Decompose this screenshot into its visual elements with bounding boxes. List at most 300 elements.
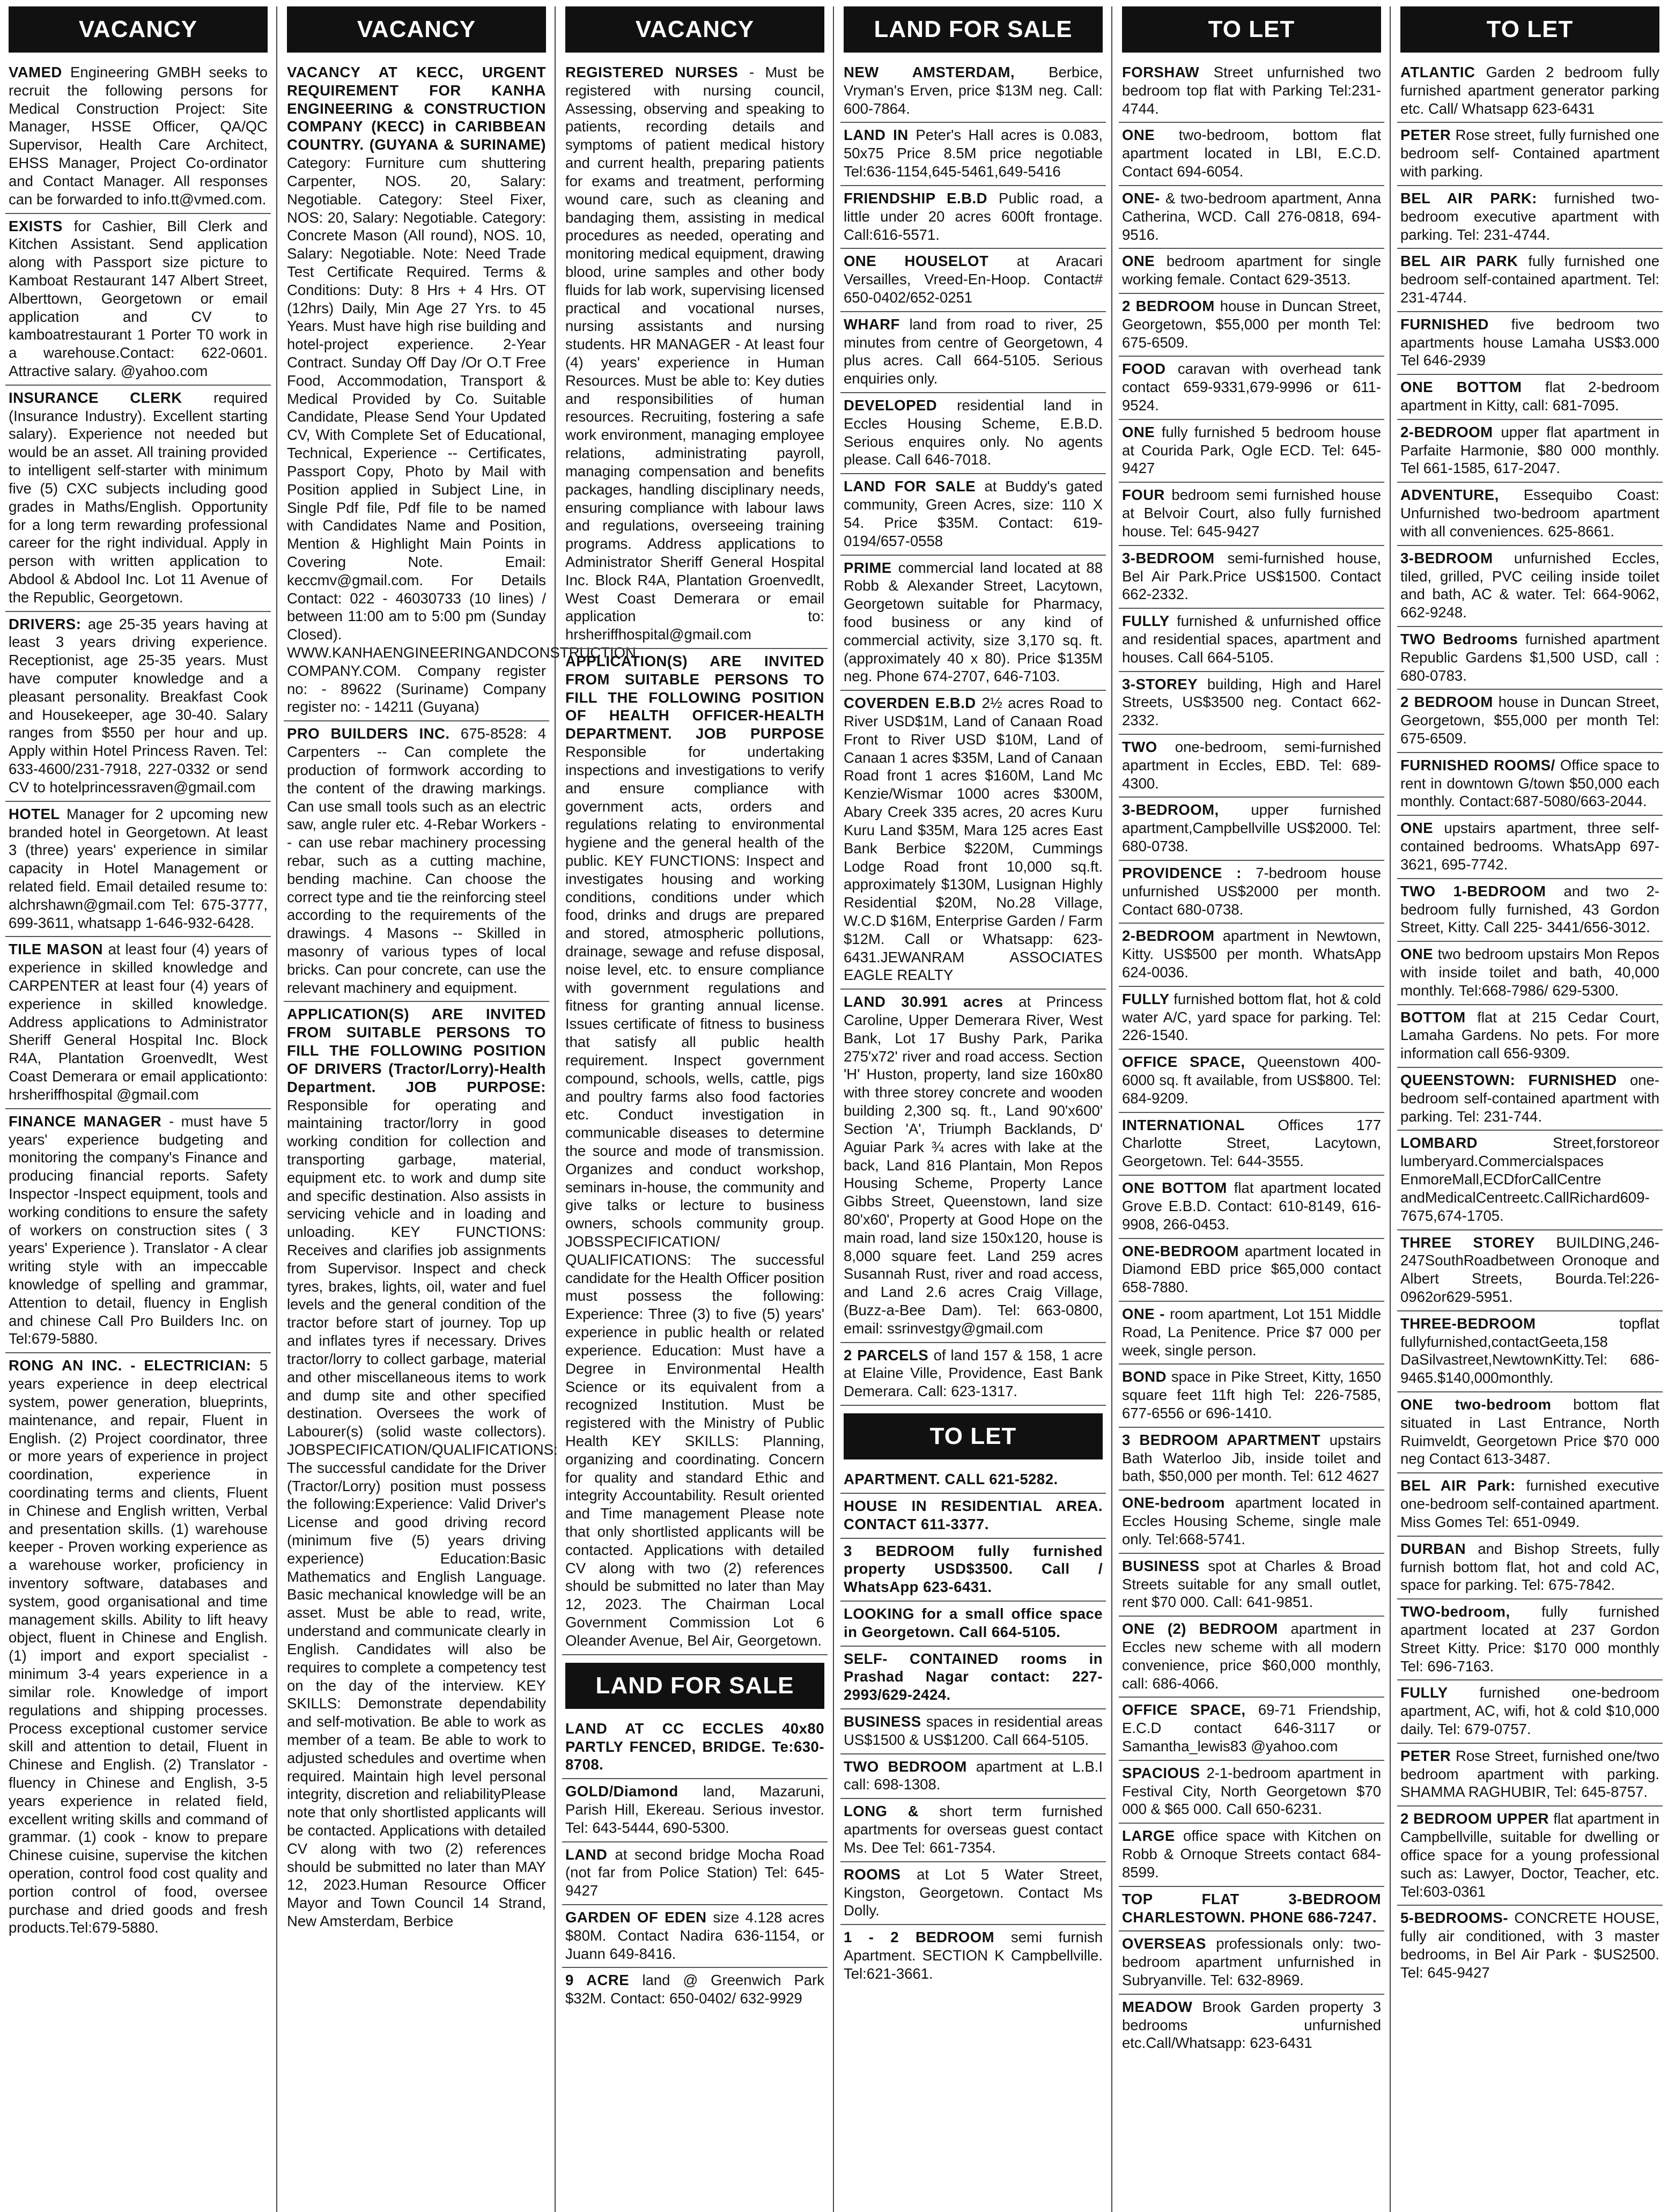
classified-ad [1397, 1131, 1663, 1230]
ad-body: office space with Kitchen on Robb & Ornoque Streets contact 684-8599. [1122, 1827, 1381, 1881]
ad-body: flat apartment in Campbellville, suitable for dwelling or office space for a young professional such as: Lawyer, Doctor, Teacher, etc. Tel:603-0361 [1400, 1810, 1660, 1900]
section-header: LAND FOR SALE [565, 1663, 824, 1709]
ad-lead: LAND FOR SALE [844, 478, 976, 495]
classified-ad [840, 186, 1106, 249]
ad-body: furnished two-bedroom executive apartment with parking. Tel: 231-4744. [1400, 189, 1659, 243]
ad-body: Office space to rent in downtown G/town $50,000 each monthly. Contact:687-5080/663-2044. [1400, 756, 1660, 810]
ad-body: at Buddy's gated community, Green Acres, size: 110 X 54. Price $35M. Contact: 619-0194/657-0558 [844, 478, 1103, 549]
column-3 [562, 6, 834, 2212]
ad-lead: GARDEN OF EDEN [565, 1909, 707, 1926]
ad-body: spaces in residential areas US$1500 & US$1200. Call 664-5105. [844, 1713, 1103, 1748]
classified-ad [562, 1842, 828, 1905]
ad-body: age 25-35 years having at least 3 years driving experience. Receptionist, age 25-35 years. Must have computer knowledge and a pleasant personality. Breakfast Cook and Housekeeper, age 30-40. Salary ranges from $550 per hour and up. Apply within Hotel Princess Raven. Tel: 633-4600/231-7918, 227-0332 or send CV to hotelprincessraven@gmail.com [9, 615, 268, 795]
ad-body: upper furnished apartment,Campbellville US$2000. Tel: 680-0738. [1122, 801, 1382, 855]
ad-body: caravan with overhead tank contact 659-9331,679-9996 or 611-9524. [1122, 360, 1382, 414]
classified-ad [840, 990, 1106, 1343]
ad-body: - must have 5 years' experience budgeting and monitoring the company's Finance and producing financial reports. Safety Inspector -Inspect equipment, tools and working conditions to ensure the safety of workers on construction sites ( 3 years' Experience ). Translator - A clear writing style with an impeccable knowledge of spelling and grammar, Attention to detail, fluency in English and chinese Call Pro Builders Inc. on Tel:679-5880. [9, 1112, 268, 1347]
ad-lead: ONE-bedroom [1122, 1494, 1225, 1511]
section-header: TO LET [1122, 6, 1381, 53]
ad-body: Street,forstoreor lumberyard.Commercialspaces EnmoreMall,ECDforCallCentre andMedicalCentreetc.CallRichard609-7675,674-1705. [1400, 1134, 1659, 1224]
classified-ad [1397, 375, 1663, 420]
ad-body: at Princess Caroline, Upper Demerara River, West Bank, Lot 17 Bushy Park, Parika 275'x72' river and road access. Section 'H' Huston, property, land size 160x80 with three storey concrete and wooden building 2,300 sq. ft., Land 90'x600' Section 'A', Triumph Backlands, D' Aguiar Park ¾ acres with lake at the back, Land 816 Plantain, Mon Repos Housing Scheme, Property Lance Gibbs Street, Queenstown, land size 80'x60', Property at Good Hope on the main road, land size 150x120, house is 8,000 square feet. Land 259 acres Susannah Rust, river and road access, and Land 2.6 acres Craig Village, (Buzz-a-Bee Dam). Tel: 663-0800, email: ssrinvestgy@gmail.com [844, 993, 1103, 1337]
ad-lead: 9 ACRE [565, 1972, 630, 1989]
classified-ad [840, 1539, 1106, 1602]
ad-lead: ONE- [1122, 189, 1160, 207]
ad-lead: THREE STOREY [1400, 1234, 1535, 1251]
ad-lead: 2 BEDROOM UPPER [1400, 1810, 1549, 1827]
section-header: TO LET [844, 1413, 1103, 1459]
ad-body: CONCRETE HOUSE, fully air conditioned, with 3 master bedrooms, in Bel Air Park - $US2500. Tel: 645-9427 [1400, 1909, 1659, 1981]
classified-ad [1397, 1680, 1663, 1743]
classified-ad [562, 1905, 828, 1968]
ad-lead: HOTEL [9, 805, 60, 822]
ad-body: bottom flat situated in Last Entrance, North Ruimveldt, Georgetown Price $70 000 neg Contact 613-3487. [1400, 1396, 1659, 1468]
classified-ad [840, 1709, 1106, 1754]
ad-body: 69-71 Friendship, E.C.D contact 646-3117 or Samantha_lewis83 @yahoo.com [1122, 1701, 1381, 1754]
ad-body: & two-bedroom apartment, Anna Catherina, WCD. Call 276-0818, 694-9516. [1122, 189, 1381, 243]
classified-ad [1119, 249, 1384, 294]
ad-body: furnished executive one-bedroom self-contained apartment. Miss Gomes Tel: 651-0949. [1400, 1477, 1659, 1530]
classified-ad [840, 1494, 1106, 1539]
ad-body: at Aracari Versailles, Vreed-En-Hoop. Contact# 650-0402/652-0251 [844, 253, 1103, 306]
ad-lead: ONE BOTTOM [1122, 1179, 1227, 1197]
ad-lead: BEL AIR Park: [1400, 1477, 1516, 1494]
classified-ad [1119, 672, 1384, 735]
classified-ad [840, 1799, 1106, 1862]
ad-lead: ONE [1122, 253, 1155, 270]
classified-ad [1119, 1491, 1384, 1553]
classified-ad [1119, 1050, 1384, 1112]
section-header: VACANCY [9, 6, 268, 53]
ad-body: Peter's Hall acres is 0.083, 50x75 Price 8.5M price negotiable Tel:636-1154,645-5461,649-5416 [844, 127, 1103, 180]
classified-ad [1397, 483, 1663, 545]
classified-ad [5, 1353, 271, 1941]
ad-lead: TWO 1-BEDROOM [1400, 882, 1546, 899]
ad-body: furnished & unfurnished office and residential spaces, apartment and houses. Call 664-5105. [1122, 613, 1381, 666]
classified-ad [1397, 123, 1663, 186]
ad-lead: ONE two-bedroom [1400, 1396, 1552, 1413]
ad-body: house in Duncan Street, Georgetown, $55,000 per month Tel: 675-6509. [1122, 297, 1381, 351]
ad-lead: MEADOW [1122, 1998, 1193, 2015]
classified-ad [1397, 1537, 1663, 1599]
ad-lead: OVERSEAS [1122, 1935, 1206, 1952]
classified-ad [1397, 312, 1663, 375]
classified-ad [1119, 294, 1384, 357]
ad-lead: LAND AT CC ECCLES 40x80 PARTLY FENCED, BRIDGE. Te:630-8708. [565, 1720, 824, 1773]
ad-lead: NEW AMSTERDAM, [844, 64, 1015, 80]
ad-lead: PRO BUILDERS INC. [287, 725, 450, 742]
ad-lead: FURNISHED ROOMS/ [1400, 756, 1555, 773]
ad-lead: TWO-bedroom, [1400, 1603, 1510, 1620]
ad-body: bedroom semi furnished house at Belvoir Court, also fully furnished house. Tel: 645-9427 [1122, 486, 1382, 540]
ad-lead: TWO [1122, 739, 1157, 755]
ad-lead: ATLANTIC [1400, 64, 1475, 80]
ad-body: spot at Charles & Broad Streets suitable for any small outlet, rent $70 000. Call: 641-9851. [1122, 1557, 1382, 1611]
ad-lead: WHARF [844, 315, 900, 333]
classified-ad [1119, 60, 1384, 123]
ad-lead: ONE [1400, 820, 1434, 837]
ad-lead: THREE-BEDROOM [1400, 1315, 1536, 1332]
ad-lead: ONE-BEDROOM [1122, 1242, 1239, 1259]
classified-ad [1119, 987, 1384, 1050]
ad-body: apartment located in Eccles Housing Scheme, single male only. Tel:668-5741. [1122, 1494, 1381, 1547]
ad-lead: ONE [1400, 946, 1434, 963]
classified-ad [5, 802, 271, 938]
classified-ad [840, 312, 1106, 393]
ad-body: flat at 215 Cedar Court, Lamaha Gardens. No pets. For more information call 656-9309. [1400, 1008, 1659, 1062]
ad-lead: FOOD [1122, 360, 1166, 378]
ad-body: upper flat apartment in Parfaite Harmonie, $80 000 monthly. Tel 661-1585, 617-2047. [1400, 423, 1659, 477]
ad-lead: BEL AIR PARK: [1400, 189, 1537, 207]
ad-lead: ONE HOUSELOT [844, 253, 989, 270]
classified-ad [5, 386, 271, 612]
ad-body: Street unfurnished two bedroom top flat with Parking Tel:231-4744. [1122, 64, 1381, 117]
ad-body: Public road, a little under 20 acres 600ft frontage. Call:616-5571. [844, 189, 1103, 243]
ad-body: one-bedroom self-contained apartment with parking. Tel: 231-744. [1400, 1072, 1659, 1125]
section-header: VACANCY [287, 6, 546, 53]
classified-ad [840, 1467, 1106, 1494]
ad-lead: LARGE [1122, 1827, 1175, 1845]
column-6 [1397, 6, 1663, 2212]
ad-body: two-bedroom, bottom flat apartment located in LBI, E.C.D. Contact 694-6054. [1122, 127, 1381, 180]
ad-lead: COVERDEN E.B.D [844, 695, 976, 712]
classified-ad [840, 249, 1106, 312]
classified-ad [1119, 123, 1384, 186]
ad-body: room apartment, Lot 151 Middle Road, La Penitence. Price $7 000 per week, single person. [1122, 1305, 1382, 1359]
classified-ad [1397, 1599, 1663, 1680]
ad-body: land from road to river, 25 minutes from centre of Georgetown, 4 plus acres. Call 664-5105. Serious enquiries only. [844, 315, 1103, 387]
ad-body: upstairs apartment, three self-contained bedrooms. WhatsApp 697-3621, 695-7742. [1400, 820, 1660, 873]
ad-body: residential land in Eccles Housing Scheme, E.B.D. Serious enquires only. No agents please. Call 646-7018. [844, 397, 1103, 468]
ad-lead: ADVENTURE, [1400, 486, 1499, 504]
ad-lead: ONE [1122, 423, 1155, 440]
ad-lead: FINANCE MANAGER [9, 1112, 162, 1130]
classified-ad [1119, 861, 1384, 924]
ad-body: professionals only: two-bedroom apartment unfurnished in Subryanville. Tel: 632-8969. [1122, 1935, 1382, 1988]
classified-ad [1397, 249, 1663, 312]
ad-lead: PETER [1400, 127, 1451, 144]
ad-body: fully furnished 5 bedroom house at Courida Park, Ogle ECD. Tel: 645-9427 [1122, 423, 1381, 477]
ad-lead: FULLY [1122, 990, 1170, 1007]
ad-body: Offices 177 Charlotte Street, Lacytown, Georgetown. Tel: 644-3555. [1122, 1116, 1381, 1170]
ad-body: fully furnished apartment located at 237 Gordon Street Kitty. Price: $170 000 monthly Tel: 696-7163. [1400, 1603, 1659, 1675]
ad-body: at second bridge Mocha Road (not far from Police Station) Tel: 645-9427 [565, 1846, 825, 1899]
ad-lead: 3-BEDROOM, [1122, 801, 1219, 819]
ad-lead: PROVIDENCE : [1122, 864, 1242, 881]
ad-lead: LAND [565, 1846, 608, 1863]
ad-body: 7-bedroom house unfurnished US$2000 per month. Contact 680-0738. [1122, 864, 1381, 918]
classified-ad [1397, 1068, 1663, 1131]
ad-body: apartment in Eccles new scheme with all modern convenience, price $60,000 monthly, call: 686-4066. [1122, 1620, 1382, 1692]
classified-ad [840, 474, 1106, 555]
ad-lead: 2 BEDROOM [1122, 297, 1215, 314]
classified-ad [1397, 186, 1663, 249]
ad-lead: INTERNATIONAL [1122, 1116, 1245, 1133]
classified-ad [562, 1716, 828, 1779]
ad-lead: ONE (2) BEDROOM [1122, 1620, 1278, 1638]
classified-ad [840, 1754, 1106, 1800]
ad-body: Rose Street, furnished one/two bedroom apartment with parking. SHAMMA RAGHUBIR, Tel: 645-8757. [1400, 1747, 1660, 1801]
ad-body: - Must be registered with nursing council, Assessing, observing and speaking to patients, recording details and symptoms of patient medical history and current health, preparing patients for exams and treatment, performing wound care, such as cleaning and bandaging them, assisting in medical procedures as needed, operating and monitoring medical equipment, drawing blood, urine samples and other body fluids for lab work, supervising licensed practical and vocational nurses, nursing assistants and nursing students. HR MANAGER - At least four (4) years' experience in Human Resources. Must be able to: Key duties and responsibilities of human resources. Recruiting, fostering a safe work environment, managing employee relations, administrating payroll, managing compensation and benefits packages, handling disciplinary needs, ensuring compliance with labour laws and regulations, overseeing training programs. Address applications to Administrator Sheriff General Hospital Inc. Block R4A, Plantation Groenvedlt, West Coast Demerara or email application to: hrsheriffhospital@gmail.com [565, 64, 825, 643]
ad-body: short term furnished apartments for overseas guest contact Ms. Dee Tel: 661-7354. [844, 1803, 1103, 1856]
ad-lead: 2 BEDROOM [1400, 694, 1493, 711]
ad-body: unfurnished Eccles, tiled, grilled, PVC ceiling inside toilet and bath, AC & water. Tel: 664-9062, 662-9248. [1400, 549, 1660, 621]
ad-body: space in Pike Street, Kitty, 1650 square feet 11ft high Tel: 226-7585, 677-6556 or 696-1410. [1122, 1368, 1381, 1421]
ad-lead: LONG & [844, 1803, 919, 1820]
ad-body: semi furnish Apartment. SECTION K Campbellville. Tel:621-3661. [844, 1929, 1103, 1982]
ad-body: semi-furnished house, Bel Air Park.Price US$1500. Contact 662-2332. [1122, 549, 1382, 603]
ad-body: Queenstown 400-6000 sq. ft available, from US$800. Tel: 684-9209. [1122, 1053, 1381, 1107]
classified-ad [840, 1602, 1106, 1647]
ad-lead: HOUSE IN RESIDENTIAL AREA. CONTACT 611-3377. [844, 1497, 1103, 1532]
ad-body: Engineering GMBH seeks to recruit the following persons for Medical Construction Project: Site Manager, HSSE Officer, QA/QC Supervisor, Health Care Architect, EHSS Manager, Project Co-ordinator and Contact Manager. All responses can be forwarded to info.tt@vmed.com. [9, 64, 268, 208]
classified-ad [562, 1779, 828, 1842]
ad-lead: BUSINESS [1122, 1557, 1200, 1574]
ad-body: 675-8528: 4 Carpenters -- Can complete the production of formwork according to the content of the drawing markings. Can use small tools such as an electric saw, angle ruler etc. 4-Rebar Workers -- can use rebar machinery processing rebar, such as a cutting machine, bending machine. Can choose the correct type and tie the reinforcing steel according to the requirements of the drawings. 4 Masons -- Skilled in masonry of various types of local bricks. Can pour concrete, can use the relevant machinery and equipment. [287, 725, 546, 996]
ad-lead: 3 BEDROOM APARTMENT [1122, 1431, 1321, 1448]
classified-ad [1397, 690, 1663, 753]
classified-ad [1119, 546, 1384, 609]
ad-body: Berbice, Vryman's Erven, price $13M neg. Call: 600-7864. [844, 64, 1103, 117]
classified-ad [1119, 1931, 1384, 1994]
ad-lead: BEL AIR PARK [1400, 253, 1518, 270]
classified-ad [562, 649, 828, 1655]
ad-lead: ROOMS [844, 1866, 901, 1883]
classified-ad [1397, 1230, 1663, 1311]
ad-lead: ONE BOTTOM [1400, 379, 1522, 396]
classified-ad [5, 214, 271, 386]
ad-lead: FRIENDSHIP E.B.D [844, 189, 987, 207]
ad-body: for Cashier, Bill Clerk and Kitchen Assistant. Send application along with Passport size picture to Kamboat Restaurant 147 Albert Street, Alberttown, Georgetown or email application and CV to kamboatrestaurant 1 Porter T0 work in a warehouse.Contact: 622-0601. Attractive salary. @yahoo.com [9, 217, 268, 379]
classified-ad [5, 937, 271, 1109]
classified-ad [284, 1002, 558, 1934]
classified-ad [1119, 1113, 1384, 1176]
ad-lead: INSURANCE CLERK [9, 389, 182, 406]
ad-lead: FULLY [1400, 1684, 1448, 1701]
classified-ad [1119, 357, 1384, 419]
ad-lead: LAND IN [844, 127, 909, 144]
ad-body: upstairs Bath Waterloo Jib, inside toilet and bath, $50,000 per month. Tel: 612 4627 [1122, 1431, 1381, 1485]
ad-lead: FULLY [1122, 613, 1170, 630]
ad-body: required (Insurance Industry). Excellent starting salary). Experience not needed but would be an asset. All training provided to intelligent self-starter with minimum five (5) CXC subjects including good grades in Maths/English. Opportunity for a long term rewarding professional career for the right individual. Apply in person with written application to Abdool & Abdool Inc. Lot 11 Avenue of the Republic, Georgetown. [9, 389, 268, 606]
ad-lead: VAMED [9, 64, 62, 80]
ad-lead: APPLICATION(S) ARE INVITED FROM SUITABLE PERSONS TO FILL THE FOLLOWING POSITION OF HEALTH OFFICER-HEALTH DEPARTMENT. JOB PURPOSE [565, 653, 824, 742]
classified-ad [1397, 627, 1663, 690]
classified-ad [1119, 798, 1384, 860]
classified-ad [1119, 420, 1384, 483]
ad-lead: BOTTOM [1400, 1008, 1466, 1026]
classified-ad [1119, 1428, 1384, 1491]
classified-ad [840, 691, 1106, 990]
ad-body: house in Duncan Street, Georgetown, $55,000 per month Tel: 675-6509. [1400, 694, 1659, 747]
classified-ad [1397, 753, 1663, 816]
classified-ad [1119, 1365, 1384, 1427]
ad-body: apartment at L.B.I call: 698-1308. [844, 1758, 1103, 1793]
ad-body: 2½ acres Road to River USD$1M, Land of Canaan Road Front to River USD $10M, Land of Canaan 1 acres $35M, Land of Canaan Road front 1 acres $160M, Land Mc Kenzie/Wismar 1000 acres $300M, Abary Creek 335 acres, 20 acres Kuru Kuru Land $35M, Mara 125 acres East Bank Berbice $220M, Cummings Lodge Road front 10,000 sq.ft. approximately $130M, Lusignan Highly Residential $20M, No.28 Village, W.C.D $16M, Enterprise Garden / Farm $12M. Call or Whatsapp: 623-6431.JEWANRAM ASSOCIATES EAGLE REALTY [844, 695, 1103, 984]
ad-body: Brook Garden property 3 bedrooms unfurnished etc.Call/Whatsapp: 623-6431 [1122, 1998, 1381, 2052]
ad-lead: BUSINESS [844, 1713, 921, 1730]
ad-body: Responsible for undertaking inspections and investigations to verify and ensure compliance with government acts, orders and regulations relating to environmental hygiene and the general health of the public. KEY FUNCTIONS: Inspect and investigates housing and working conditions, conditions under which food, drinks and drugs are prepared and stored, atmospheric pollutions, drainage, sewage and refuse disposal, noise level, etc. to ensure compliance with government regulations and fitness for granting annual license. Issues certificate of fitness to business that satisfy all public health requirement. Inspect government compound, schools, wells, cattle, pigs and poultry farms also food factories etc. Conduct investigation in communicable diseases to determine the source and mode of transmission. Organizes and conduct workshop, seminars in-house, the community and give talks or lecture to business owners, schools community group. JOBSSPECIFICATION/ QUALIFICATIONS: The successful candidate for the Health Officer position must possess the following: Experience: Three (3) to five (5) years' experience in public health or related experience. Education: Must have a Degree in Environmental Health Science or its equivalent from a recognized Institution. Must be registered with the Ministry of Public Health KEY SKILLS: Planning, organizing and coordinating. Concern for quality and standard Ethic and integrity Accountability. Result oriented and Time management Please note that only shortlisted applicants will be contacted. Applications with detailed CV along with two (2) references should be submitted no later than May 12, 2023. The Chairman Local Government Commission Lot 6 Oleander Avenue, Bel Air, Georgetown. [565, 743, 824, 1649]
ad-lead: APARTMENT. CALL 621-5282. [844, 1471, 1058, 1488]
ad-body: five bedroom two apartments house Lamaha US$3.000 Tel 646-2939 [1400, 315, 1660, 369]
ad-lead: TOP FLAT 3-BEDROOM CHARLESTOWN. PHONE 686-7247. [1122, 1890, 1381, 1926]
ad-lead: APPLICATION(S) ARE INVITED FROM SUITABLE PERSONS TO FILL THE FOLLOWING POSITION OF DRIVERS (Tractor/Lorry)-Health Department. JOB PURPOSE: [287, 1006, 546, 1095]
ad-body: furnished apartment Republic Gardens $1,500 USD, call : 680-0783. [1400, 630, 1660, 684]
ad-body: fully furnished one bedroom self-contained apartment. Tel: 231-4744. [1400, 253, 1659, 306]
ad-lead: 3-BEDROOM [1122, 549, 1215, 566]
ad-body: building, High and Harel Streets, US$3500 neg. Contact 662-2332. [1122, 675, 1381, 729]
classified-ad [1119, 1176, 1384, 1238]
classified-ad [840, 1647, 1106, 1709]
ad-body: furnished one-bedroom apartment, AC, wifi, hot & cold $10,000 daily. Tel: 679-0757. [1400, 1684, 1659, 1737]
ad-lead: OFFICE SPACE, [1122, 1701, 1246, 1719]
ad-body: Garden 2 bedroom fully furnished apartment generator parking etc. Call/ Whatsapp 623-6431 [1400, 64, 1659, 117]
ad-lead: DRIVERS: [9, 615, 82, 632]
ad-lead: LOOKING for a small office space in Georgetown. Call 664-5105. [844, 1605, 1103, 1640]
classified-ad [1397, 60, 1663, 123]
ad-lead: FOUR [1122, 486, 1165, 504]
ad-body: furnished bottom flat, hot & cold water A/C, yard space for parking. Tel: 226-1540. [1122, 990, 1382, 1044]
ad-lead: DEVELOPED [844, 397, 938, 414]
ad-lead: 3-STOREY [1122, 675, 1198, 692]
ad-body: flat apartment located Grove E.B.D. Contact: 610-8149, 616-9908, 266-0453. [1122, 1179, 1381, 1233]
classified-ad [1397, 1005, 1663, 1068]
section-header: TO LET [1400, 6, 1659, 53]
ad-body: at least four (4) years of experience in skilled knowledge and CARPENTER at least four (4) years of experience in skilled knowledge. Address applications to Administrator Sheriff General Hospital Inc. Block R4A, Plantation Groenvedlt, West Coast Demerara or email applicationto: hrsheriffhospital @gmail.com [9, 941, 268, 1103]
ad-lead: LOMBARD [1400, 1134, 1478, 1152]
section-header: LAND FOR SALE [844, 6, 1103, 53]
ad-body: 5 years experience in deep electrical system, power generation, blueprints, maintenance, and repair, Fluent in English. (2) Project coordinator, three or more years of experience in project coordination, experience in coordinating terms and clients, Fluent in Chinese and English written, Verbal and presentation skills. (1) warehouse keeper - Proven working experience as a warehouse worker, proficiency in inventory software, databases and system, good organisational and time management skills. Ability to lift heavy object, fluent in Chinese and English. (1) import and export specialist - minimum 3-4 years experience in a similar role. Knowledge of import regulations and shipping processes. Process exceptional customer service skill and attention to detail, Fluent in Chinese and English. (2) Translator - fluency in Chinese and English, 3-5 years experience in related field, excellent writing skills and command of grammar. (1) cook - know to prepare Chinese cuisine, supervise the kitchen operation, control food cost quality and portion control of food, oversee purchase and dried goods and fresh products.Tel:679-5880. [9, 1357, 268, 1936]
ad-lead: GOLD/Diamond [565, 1783, 678, 1800]
classified-ad [840, 1925, 1106, 1987]
ad-body: Responsible for operating and maintaining tractor/lorry in good working condition for collection and transporting garbage, material, equipment etc. to work and dump site and specific destination. Also assists in servicing vehicle and in loading and unloading. KEY FUNCTIONS: Receives and clarifies job assignments from Supervisor. Inspect and check tyres, brakes, lights, oil, water and fuel levels and the general condition of the tractor before start of journey. Top up and inflates tyres if necessary. Drives tractor/lorry to collect garbage, material and other miscellaneous items to work and dump site and other specified destination. Oversees the work of Labourer(s) (solid waste collectors). JOBSPECIFICATION/QUALIFICATIONS: The successful candidate for the Driver (Tractor/Lorry) position must possess the following:Experience: Valid Driver's License and good driving record (minimum five (5) years driving experience) Education:Basic Mathematics and English Language. Basic mechanical knowledge will be an asset. Must be able to read, write, understand and communicate clearly in English. Candidates will also be requires to complete a competency test on the day of the interview. KEY SKILLS: Demonstrate dependability and self-motivation. Be able to work as member of a team. Be able to work to adjusted schedules and overtime when required. Maintain high level personal integrity, discretion and reliabilityPlease note that only shortlisted applicants will be contacted. Applications with detailed CV along with two (2) references should be submitted no later than MAY 12, 2023.Human Resource Officer Mayor and Town Council 14 Strand, New Amsterdam, Berbice [287, 1096, 558, 1930]
classified-ad [284, 721, 549, 1002]
ad-lead: TWO Bedrooms [1400, 630, 1518, 647]
ad-lead: ONE [1122, 127, 1155, 144]
classified-ad [284, 60, 636, 721]
classified-ad [1397, 1392, 1663, 1473]
ad-lead: FORSHAW [1122, 64, 1200, 80]
ad-lead: ONE - [1122, 1305, 1165, 1322]
ad-lead: 3 BEDROOM fully furnished property USD$3500. Call / WhatsApp 623-6431. [844, 1542, 1103, 1596]
ad-lead: QUEENSTOWN: FURNISHED [1400, 1072, 1617, 1088]
classified-ad [1119, 1302, 1384, 1365]
classified-ad [1397, 942, 1663, 1005]
ad-lead: FURNISHED [1400, 315, 1489, 333]
ad-body: Rose street, fully furnished one bedroom self- Contained apartment with parking. [1400, 127, 1660, 180]
column-4 [840, 6, 1112, 2212]
classified-ad [1119, 1761, 1384, 1824]
classified-ad [1397, 1744, 1663, 1807]
ad-lead: BOND [1122, 1368, 1167, 1385]
classified-ad [1397, 546, 1663, 627]
classified-ad [1119, 924, 1384, 986]
ad-body: apartment located in Diamond EBD price $65,000 contact 658-7880. [1122, 1242, 1382, 1296]
classified-ad [5, 612, 271, 802]
classified-ad [840, 1862, 1106, 1925]
ad-body: land, Mazaruni, Parish Hill, Ekereau. Serious investor. Tel: 643-5444, 690-5300. [565, 1783, 825, 1836]
ad-body: and two 2-bedroom fully furnished, 43 Gordon Street, Kitty. Call 225- 3441/656-3012. [1400, 882, 1659, 936]
classified-ad [1119, 483, 1384, 545]
classified-ad [1119, 609, 1384, 672]
classified-ad [1397, 420, 1663, 483]
ad-body: two bedroom upstairs Mon Repos with inside toilet and bath, 40,000 monthly. Tel:668-7986/ 629-5300. [1400, 946, 1660, 999]
classified-ad [5, 1109, 271, 1354]
ad-body: apartment in Newtown, Kitty. US$500 per month. WhatsApp 624-0036. [1122, 927, 1381, 980]
classified-ad [1397, 1807, 1663, 1906]
classified-ad [1119, 1554, 1384, 1617]
classified-ad [1397, 1311, 1663, 1392]
ad-lead: SPACIOUS [1122, 1764, 1200, 1781]
ad-body: one-bedroom, semi-furnished apartment in Eccles, EBD. Tel: 689-4300. [1122, 739, 1381, 792]
ad-lead: RONG AN INC. - ELECTRICIAN: [9, 1357, 252, 1374]
ad-lead: 5-BEDROOMS- [1400, 1909, 1509, 1927]
classified-ad [1119, 186, 1384, 249]
classified-ad [1119, 1617, 1384, 1698]
ad-body: and Bishop Streets, fully furnish bottom flat, hot and cold AC, space for parking. Tel: 675-7842. [1400, 1540, 1659, 1594]
classified-ad [562, 60, 828, 649]
classified-ad [1119, 1698, 1384, 1760]
ad-lead: 2-BEDROOM [1122, 927, 1215, 945]
ad-lead: LAND 30.991 acres [844, 993, 1003, 1011]
ad-lead: EXISTS [9, 217, 63, 234]
ad-body: bedroom apartment for single working female. Contact 629-3513. [1122, 253, 1382, 288]
ad-body: topflat fullyfurnished,contactGeeta,158 DaSilvastreet,NewtownKitty.Tel: 686-9465.$140,000monthly. [1400, 1315, 1659, 1387]
ad-body: at Lot 5 Water Street, Kingston, Georgetown. Contact Ms Dolly. [844, 1866, 1103, 1919]
ad-body: of land 157 & 158, 1 acre at Elaine Ville, Providence, East Bank Demerara. Call: 623-1317. [844, 1346, 1103, 1400]
classified-ad [562, 1968, 828, 2012]
classified-ad [1397, 816, 1663, 879]
ad-lead: OFFICE SPACE, [1122, 1053, 1245, 1071]
ad-lead: TILE MASON [9, 941, 103, 958]
classified-ad [5, 60, 271, 214]
column-1 [5, 6, 277, 2212]
classified-ad [1119, 1824, 1384, 1886]
ad-lead: REGISTERED NURSES [565, 64, 739, 80]
ad-lead: SELF- CONTAINED rooms in Prashad Nagar contact: 227-2993/629-2424. [844, 1650, 1103, 1704]
classified-ad [1397, 879, 1663, 942]
ad-body: 2-1-bedroom apartment in Festival City, North Georgetown $70 000 & $65 000. Call 650-6231. [1122, 1764, 1381, 1818]
classified-ad [1119, 1239, 1384, 1302]
ad-body: Manager for 2 upcoming new branded hotel in Georgetown. At least 3 (three) years' experience in similar capacity in Hotel Management or related field. Email detailed resume to: alchrshawn@gmail.com Tel: 675-3777, 699-3611, whatsapp 1-646-932-6428. [9, 805, 268, 931]
ad-body: BUILDING,246-247SouthRoadbetween Oronoque and Albert Streets, Bourda.Tel:226-0962or629-5951. [1400, 1234, 1659, 1305]
classified-ad [1119, 735, 1384, 798]
ad-body: Category: Furniture cum shuttering Carpenter, NOS. 20, Salary: Negotiable. Category: Steel Fixer, NOS: 20, Salary: Negotiable. Category: Concrete Mason (All round), NOS. 10, Salary: Negotiable. Note: Need Trade Test Certificate Required. Terms & Conditions: Duty: 8 Hrs + 4 Hrs. OT (12hrs) Daily, Min Age 27 Yrs. to 45 Years. Must have high rise building and hotel-project experience. 2-Year Contract. Sunday Off Day /Or O.T Free Food, Accommodation, Transport & Medical Provided by Co. Suitable Candidate, Please Send Your Updated CV, With Complete Set of Educational, Technical, Experience -- Certificates, Passport Copy, Photo by Mail with Position applied in Subject Line, in Single Pdf file, Pdf file to be named with Candidates Name and Position, Mention & Highlight Main Points in Covering Note. Email: keccmv@gmail.com. For Details Contact: 022 - 46030733 (10 lines) / between 11:00 am to 5:00 pm (Sunday Closed). WWW.KANHAENGINEERINGANDCONSTRUCTION COMPANY.COM. Company register no: - 89622 (Suriname) Company register no: - 14211 (Guyana) [287, 154, 636, 716]
ad-lead: PRIME [844, 559, 892, 576]
ad-body: Essequibo Coast: Unfurnished two-bedroom apartment with all conveniences. 625-8661. [1400, 486, 1660, 540]
classified-ad [840, 60, 1106, 123]
ad-body: land @ Greenwich Park $32M. Contact: 650-0402/ 632-9929 [565, 1972, 824, 2007]
ad-lead: 2 PARCELS [844, 1346, 929, 1363]
classified-ad [840, 556, 1106, 691]
column-5 [1119, 6, 1391, 2212]
classified-ad [1119, 1995, 1384, 2056]
ad-lead: 1 - 2 BEDROOM [844, 1929, 995, 1946]
ad-lead: 3-BEDROOM [1400, 549, 1493, 566]
classified-ad [840, 1343, 1106, 1406]
ad-lead: PETER [1400, 1747, 1451, 1764]
ad-body: flat 2-bedroom apartment in Kitty, call: 681-7095. [1400, 379, 1659, 414]
classified-ad [840, 123, 1106, 186]
ad-body: size 4.128 acres $80M. Contact Nadira 636-1154, or Juann 649-8416. [565, 1909, 825, 1962]
ad-lead: VACANCY AT KECC, URGENT REQUIREMENT FOR KANHA ENGINEERING & CONSTRUCTION COMPANY (KECC) in CARIBBEAN COUNTRY. (GUYANA & SURINAME) [287, 64, 546, 153]
ad-lead: TWO BEDROOM [844, 1758, 967, 1775]
ad-lead: 2-BEDROOM [1400, 423, 1493, 440]
ad-lead: DURBAN [1400, 1540, 1466, 1557]
classified-ad [1397, 1473, 1663, 1536]
section-header: VACANCY [565, 6, 824, 53]
classified-ad [840, 393, 1106, 474]
